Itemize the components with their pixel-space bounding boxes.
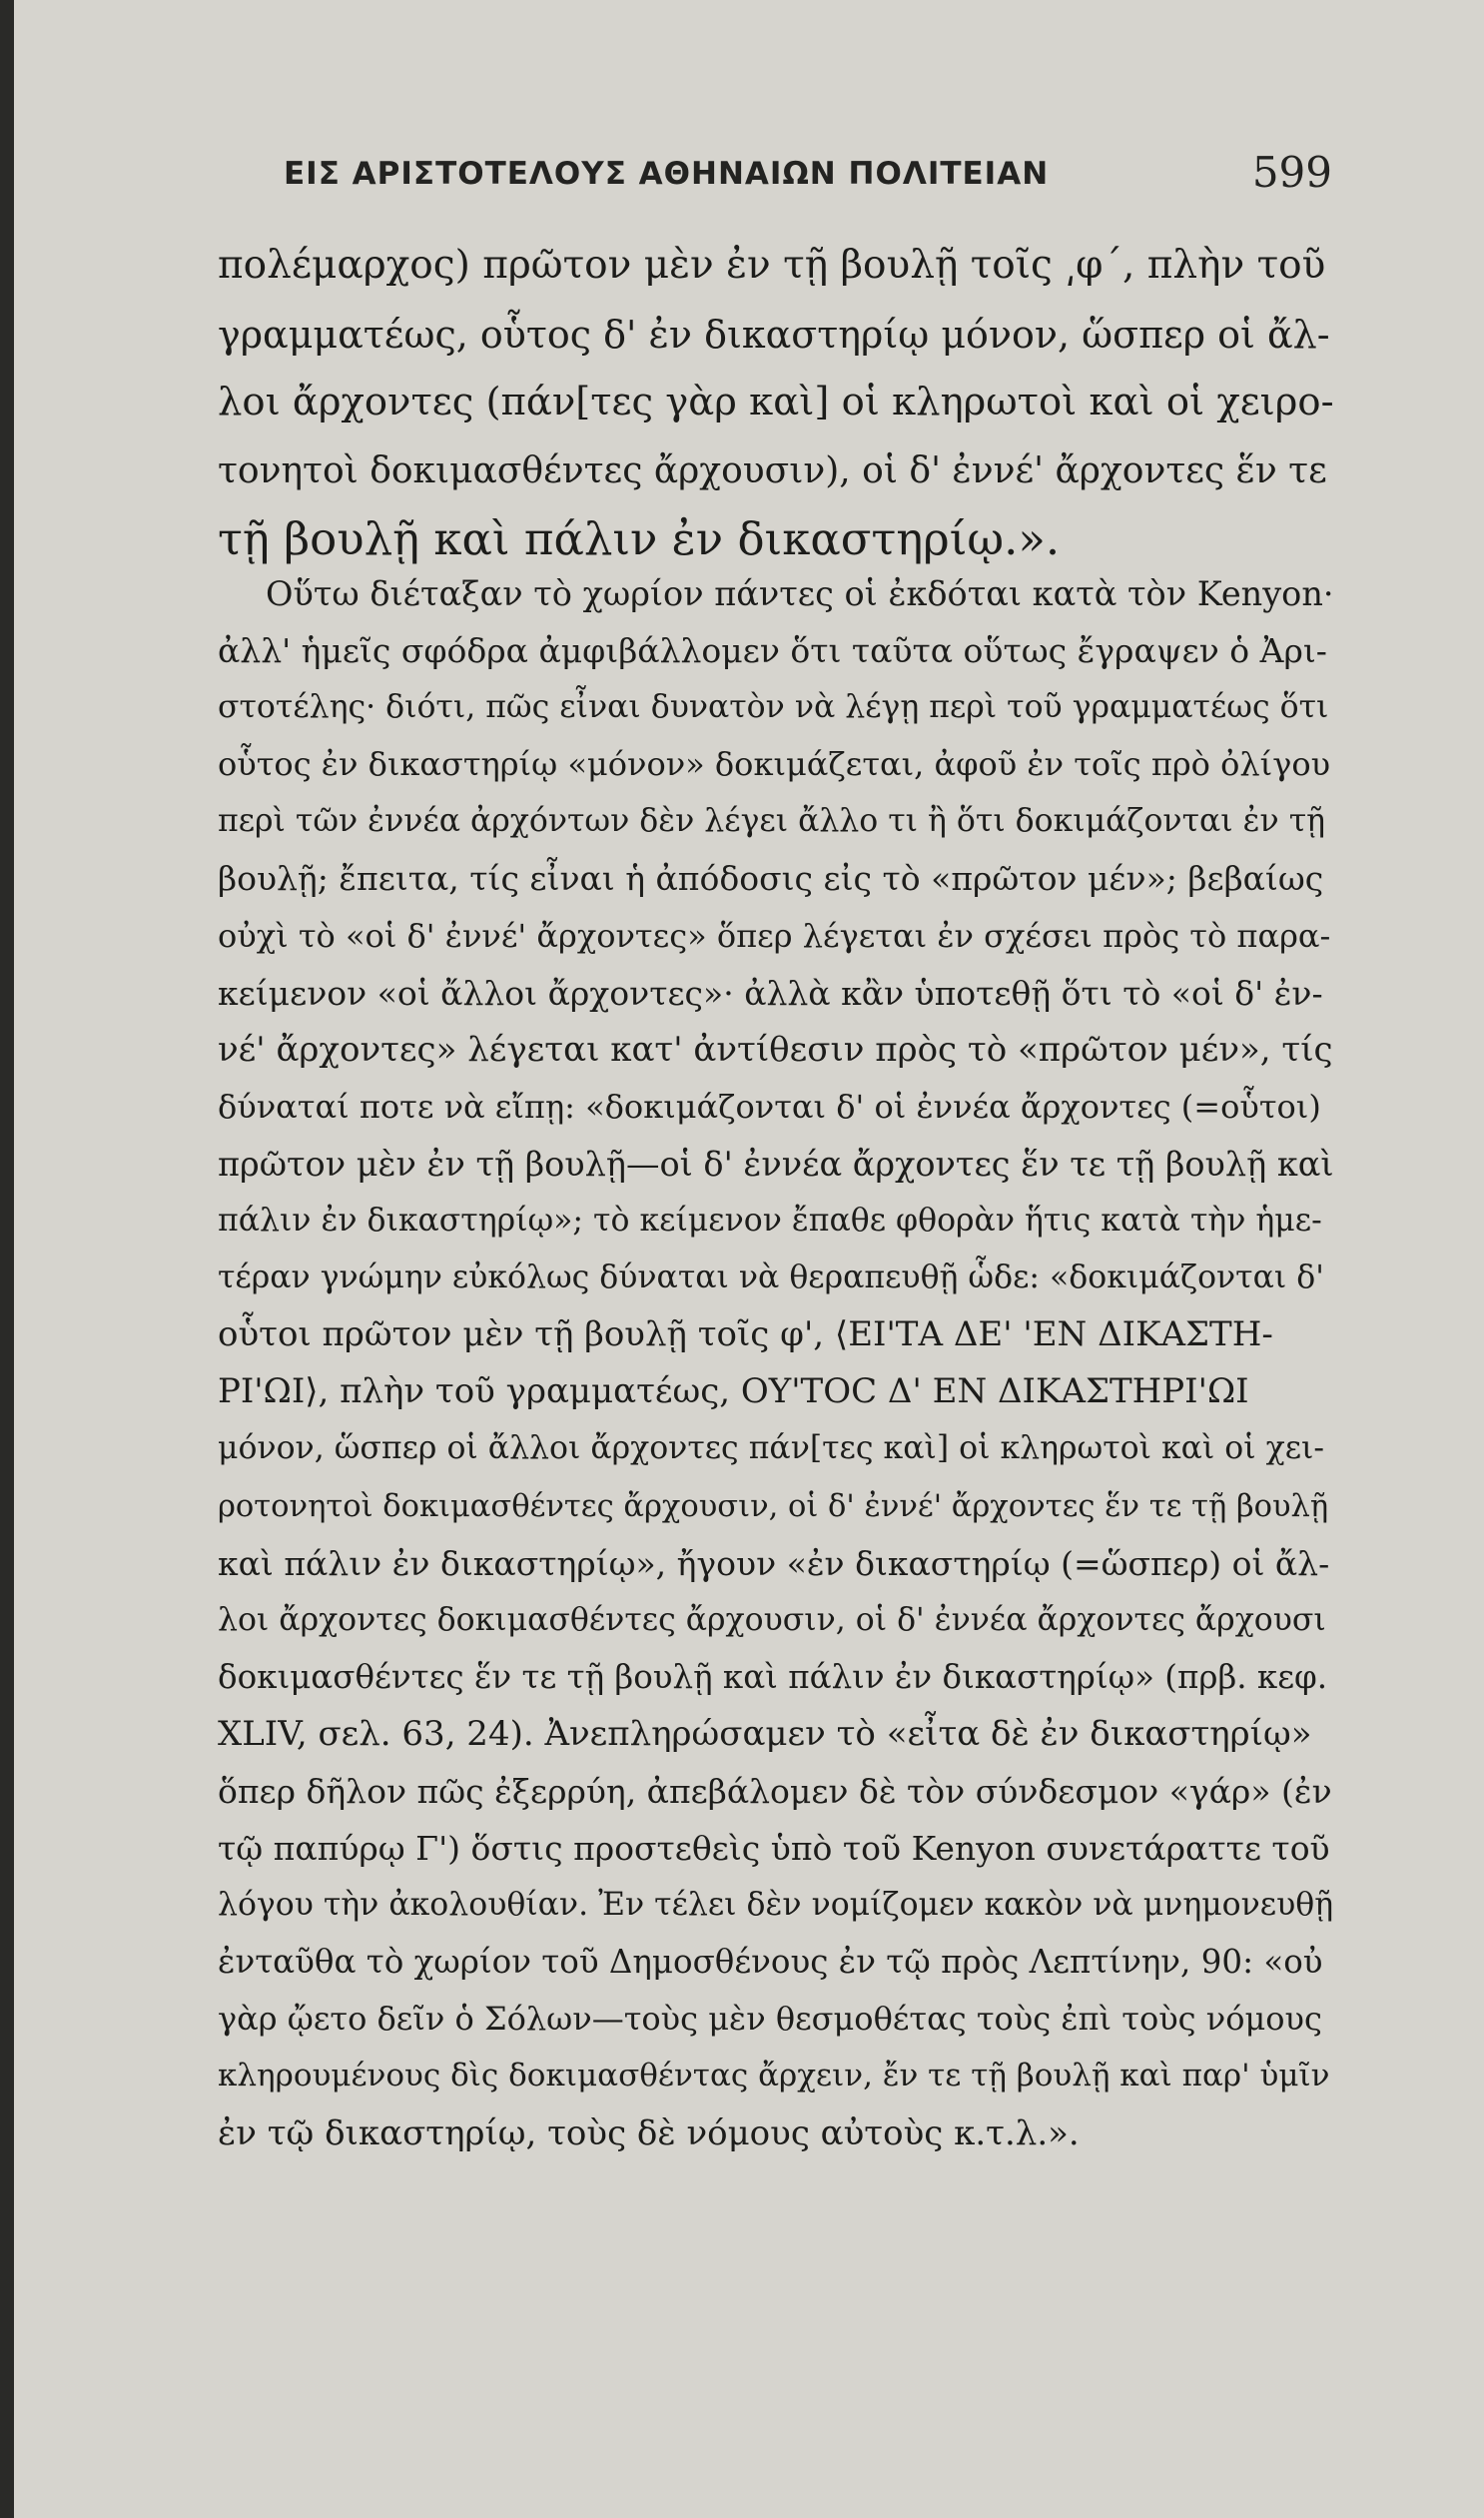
commentary-line: λόγου τὴν ἀκολουθίαν. Ἐν τέλει δὲν νομίζομεν κακὸν νὰ μνημονευθῇ [218,1887,1334,1924]
commentary-line: ἐν τῷ δικαστηρίῳ, τοὺς δὲ νόμους αὐτοὺς κ.τ.λ.». [218,2112,1080,2153]
commentary-line: τῷ παπύρῳ Γ') ὅστις προστεθεὶς ὑπὸ τοῦ Kenyon συνετάραττε τοῦ [218,1829,1330,1869]
commentary-line: Οὕτω διέταξαν τὸ χωρίον πάντες οἱ ἐκδόται κατὰ τὸν Kenyon· [266,574,1334,613]
quoted-text-line: τονητοὶ δοκιμασθέντες ἄρχουσιν), οἱ δ' ἐννέ' ἄρχοντες ἕν τε [218,449,1327,491]
commentary-line: οὗτοι πρῶτον μὲν τῇ βουλῇ τοῖς φ', ⟨ΕΙ'ΤΑ ΔΕ' 'ΕΝ ΔΙΚΑΣΤΗ- [218,1314,1273,1355]
commentary-line: οὐχὶ τὸ «οἱ δ' ἐννέ' ἄρχοντες» ὅπερ λέγεται ἐν σχέσει πρὸς τὸ παρα- [218,916,1331,955]
commentary-line: ΡΙ'ΩΙ⟩, πλὴν τοῦ γραμματέως, ΟΥ'ΤΟϹ Δ' ΕΝ ΔΙΚΑΣΤΗΡΙ'ΩΙ [218,1371,1249,1412]
quoted-text-line: τῇ βουλῇ καὶ πάλιν ἐν δικαστηρίῳ.». [218,512,1061,565]
commentary-line: ὅπερ δῆλον πῶς ἐξερρύη, ἀπεβάλομεν δὲ τὸν σύνδεσμον «γάρ» (ἐν [218,1771,1332,1811]
commentary-line: οὗτος ἐν δικαστηρίῳ «μόνον» δοκιμάζεται, ἀφοῦ ἐν τοῖς πρὸ ὀλίγου [218,745,1331,784]
quoted-text-line: γραμματέως, οὗτος δ' ἐν δικαστηρίῳ μόνον, ὥσπερ οἱ ἄλ- [218,312,1330,357]
commentary-line: δοκιμασθέντες ἕν τε τῇ βουλῇ καὶ πάλιν ἐν δικαστηρίῳ» (πρβ. κεφ. [218,1657,1328,1696]
commentary-line: κληρουμένους δὶς δοκιμασθέντας ἄρχειν, ἔν τε τῇ βουλῇ καὶ παρ' ὑμῖν [218,2058,1330,2095]
quoted-text-block [218,232,1336,574]
commentary-line: γὰρ ᾤετο δεῖν ὁ Σόλων—τοὺς μὲν θεσμοθέτας τοὺς ἐπὶ τοὺς νόμους [218,2000,1322,2039]
commentary-line: κείμενον «οἱ ἄλλοι ἄρχοντες»· ἀλλὰ κἂν ὑποτεθῇ ὅτι τὸ «οἱ δ' ἐν- [218,973,1323,1013]
commentary-line: βουλῇ; ἔπειτα, τίς εἶναι ἡ ἀπόδοσις εἰς τὸ «πρῶτον μέν»; βεβαίως [218,859,1324,899]
page-number: 599 [1251,148,1332,197]
commentary-line: τέραν γνώμην εὐκόλως δύναται νὰ θεραπευθῇ ὧδε: «δοκιμάζονται δ' [218,1259,1324,1296]
commentary-line: μόνον, ὥσπερ οἱ ἄλλοι ἄρχοντες πάν[τες καὶ] οἱ κληρωτοὶ καὶ οἱ χει- [218,1430,1325,1467]
commentary-line: ἐνταῦθα τὸ χωρίον τοῦ Δημοσθένους ἐν τῷ πρὸς Λεπτίνην, 90: «οὐ [218,1943,1323,1982]
quoted-text-line: πολέμαρχος) πρῶτον μὲν ἐν τῇ βουλῇ τοῖς ͵φ΄, πλὴν τοῦ [218,243,1326,288]
commentary-line: λοι ἄρχοντες δοκιμασθέντες ἄρχουσιν, οἱ δ' ἐννέα ἄρχοντες ἄρχουσι [218,1601,1326,1638]
commentary-line: περὶ τῶν ἐννέα ἀρχόντων δὲν λέγει ἄλλο τι ἢ ὅτι δοκιμάζονται ἐν τῇ [218,803,1326,840]
running-title: ΕΙΣ ΑΡΙΣΤΟΤΕΛΟΥΣ ΑΘΗΝΑΙΩΝ ΠΟΛΙΤΕΙΑΝ [284,156,1050,192]
commentary-line: πρῶτον μὲν ἐν τῇ βουλῇ—οἱ δ' ἐννέα ἄρχοντες ἕν τε τῇ βουλῇ καὶ [218,1144,1334,1184]
commentary-line: δύναταί ποτε νὰ εἴπῃ: «δοκιμάζονται δ' οἱ ἐννέα ἄρχοντες (=οὗτοι) [218,1087,1321,1126]
quoted-text-line: λοι ἄρχοντες (πάν[τες γὰρ καὶ] οἱ κληρωτοὶ καὶ οἱ χειρο- [218,380,1334,424]
commentary-line: νέ' ἄρχοντες» λέγεται κατ' ἀντίθεσιν πρὸς τὸ «πρῶτον μέν», τίς [218,1029,1333,1070]
scan-edge [0,0,14,2518]
commentary-line: ροτονητοὶ δοκιμασθέντες ἄρχουσιν, οἱ δ' ἐννέ' ἄρχοντες ἕν τε τῇ βουλῇ [218,1488,1329,1524]
commentary-block [218,565,1336,2162]
page-header [284,148,1332,198]
commentary-line: καὶ πάλιν ἐν δικαστηρίῳ», ἤγουν «ἐν δικαστηρίῳ (=ὥσπερ) οἱ ἄλ- [218,1543,1330,1583]
commentary-line: στοτέλης· διότι, πῶς εἶναι δυνατὸν νὰ λέγῃ περὶ τοῦ γραμματέως ὅτι [218,689,1329,726]
commentary-line: πάλιν ἐν δικαστηρίῳ»; τὸ κείμενον ἔπαθε φθορὰν ἥτις κατὰ τὴν ἡμε- [218,1203,1322,1240]
commentary-line: XLIV, σελ. 63, 24). Ἀνεπληρώσαμεν τὸ «εἶτα δὲ ἐν δικαστηρίῳ» [218,1713,1312,1754]
commentary-line: ἀλλ' ἡμεῖς σφόδρα ἀμφιβάλλομεν ὅτι ταῦτα οὕτως ἔγραψεν ὁ Ἀρι- [218,631,1327,671]
